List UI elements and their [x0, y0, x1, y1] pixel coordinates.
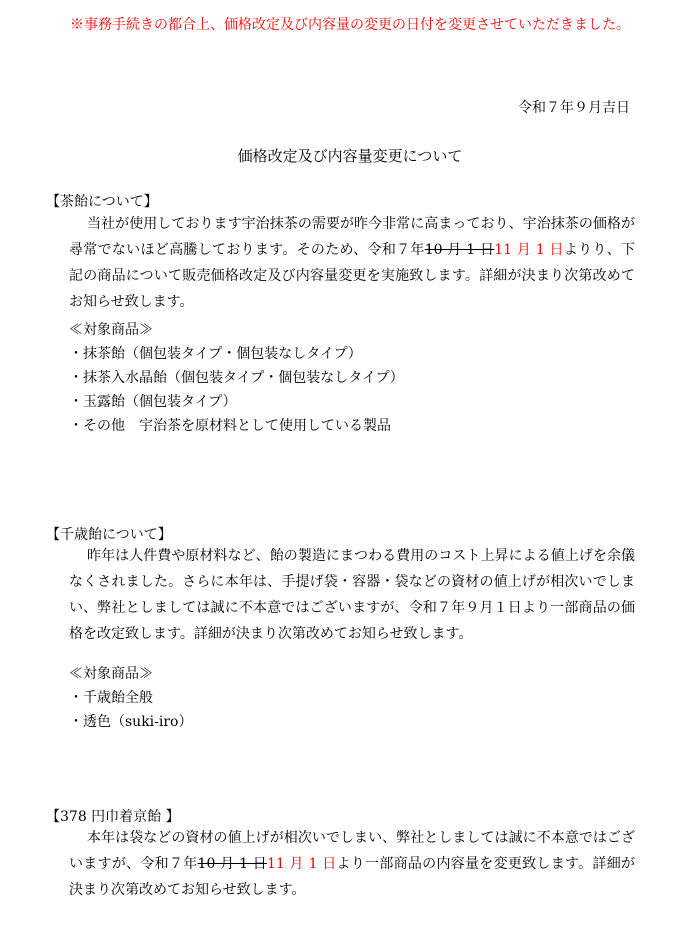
list-item: ・玉露飴（個包装タイプ） — [69, 394, 237, 410]
date-change-notice: ※事務手続きの都合上、価格改定及び内容量の変更の日付を変更させていただきました。 — [70, 17, 630, 33]
paragraph-text: 本年は袋などの資材の値上げが相次いでしまい、弊社としましては誠に不本意ではございますが、令和７年 — [69, 830, 635, 872]
section-heading-chitose-candy: 【千歳飴について】 — [46, 527, 172, 543]
section-heading-matcha-candy: 【茶飴について】 — [46, 194, 158, 210]
paragraph-text: よりり、下記の商品について販売価格改定及び内容量変更を実施致します。詳細が決まり次第改めてお知らせ致します。 — [69, 242, 636, 310]
issue-date: 令和７年９月吉日 — [518, 100, 630, 116]
list-item: ・透色（suki-iro） — [69, 714, 193, 730]
section-paragraph-chitose-candy — [69, 543, 635, 647]
paragraph-text: 昨年は人件費や原材料など、飴の製造にまつわる費用のコスト上昇による値上げを余儀なくされました。さらに本年は、手提げ袋・容器・袋などの資材の値上げが相次いでしまい、弊社としましては誠に不本意ではございますが、令和７年９月１日より一部商品の価格を改定致します。詳細が決まり次第改めてお知らせ致します。 — [69, 548, 635, 642]
document-title: 価格改定及び内容量変更について — [237, 147, 463, 165]
section-paragraph-kinchaku-candy — [69, 825, 635, 903]
paragraph-text: より一部商品の内容量を変更致します。詳細が決まり次第改めてお知らせ致します。 — [69, 856, 635, 898]
section-heading-kinchaku-candy: 【378 円巾着京飴 】 — [46, 809, 180, 825]
list-item: ・抹茶飴（個包装タイプ・個包装なしタイプ） — [69, 346, 362, 362]
list-item: ・抹茶入水晶飴（個包装タイプ・個包装なしタイプ） — [69, 370, 404, 386]
new-date: 11 月 1 日 — [267, 856, 337, 872]
target-products-list-matcha — [69, 318, 404, 438]
list-title: ≪対象商品≫ — [69, 322, 153, 338]
paragraph-text: 当社が使用しております宇治抹茶の需要が昨今非常に高まっており、宇治抹茶の価格が尋常でないほど高騰しております。そのため、令和７年 — [69, 216, 635, 258]
list-title: ≪対象商品≫ — [69, 666, 153, 682]
old-date: 10 月 1 日 — [424, 242, 495, 258]
section-paragraph-matcha-candy — [69, 211, 635, 315]
list-item: ・千歳飴全般 — [69, 690, 153, 706]
old-date: 10 月 1 日 — [197, 856, 268, 872]
target-products-list-chitose — [69, 662, 193, 734]
list-item: ・その他 宇治茶を原材料として使用している製品 — [69, 418, 391, 434]
new-date: 11 月 1 日 — [494, 242, 564, 258]
